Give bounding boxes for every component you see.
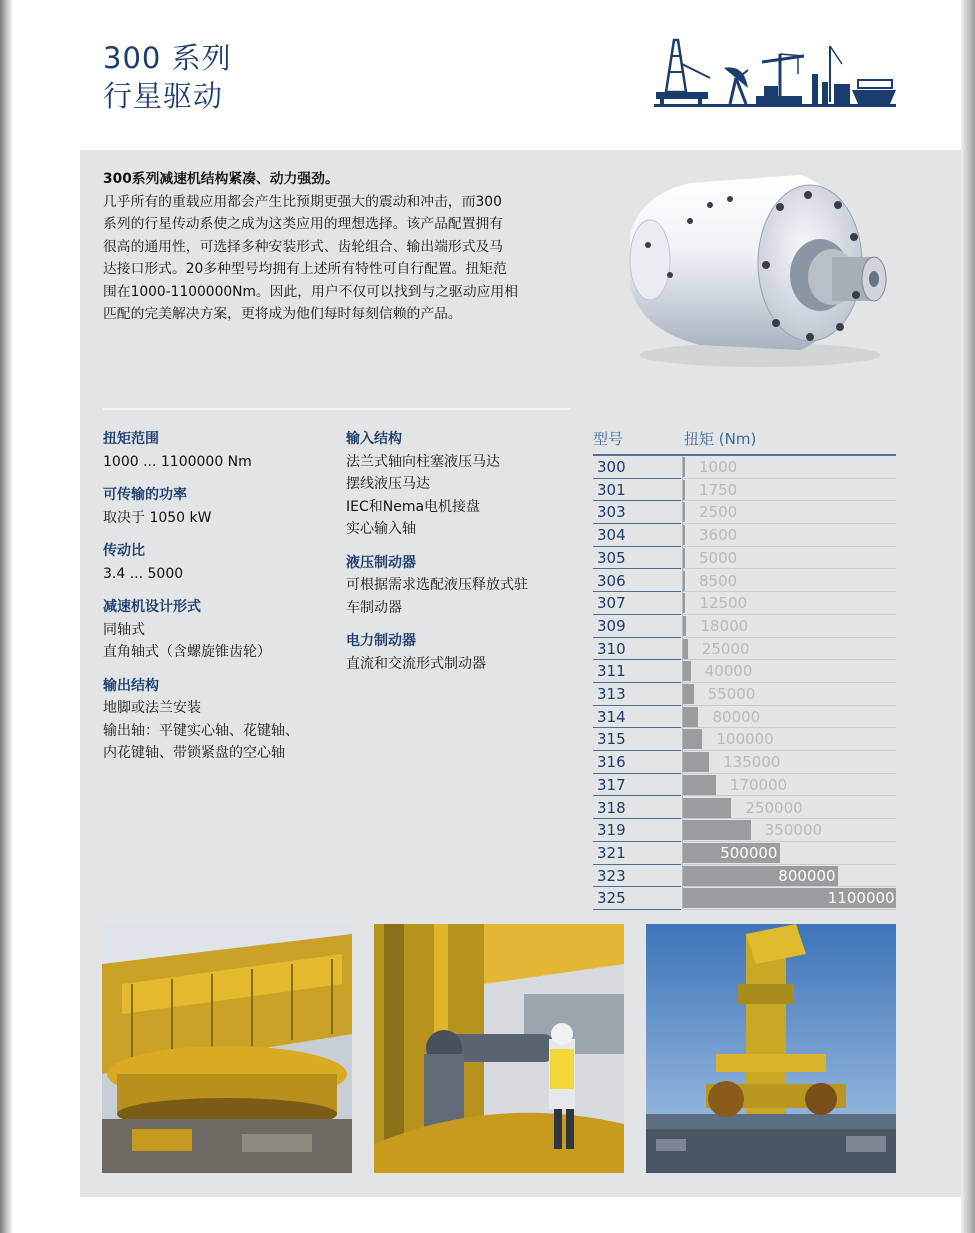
torque-value-label: 3600 <box>699 526 738 545</box>
torque-value-label: 18000 <box>700 616 749 635</box>
spec-heading-power: 可传输的功率 <box>103 487 187 503</box>
torque-bar <box>683 729 702 749</box>
model-label: 300 <box>597 458 626 476</box>
model-label: 306 <box>597 571 626 590</box>
torque-bar <box>683 820 751 840</box>
torque-bar <box>683 593 685 613</box>
table-row <box>593 683 896 706</box>
section-divider <box>103 408 571 410</box>
torque-value-label: 2500 <box>699 503 738 522</box>
torque-value-label: 135000 <box>723 753 781 772</box>
torque-bar <box>683 639 688 659</box>
spec-heading-output: 输出结构 <box>103 677 159 694</box>
spec-value: 3.4 ... 5000 <box>103 565 184 582</box>
torque-value-label: 800000 <box>778 866 836 885</box>
model-label: 319 <box>597 821 626 840</box>
photo-technician-drive <box>374 924 624 1173</box>
table-row <box>593 479 896 502</box>
spec-value: 法兰式轴向柱塞液压马达 <box>346 453 500 470</box>
table-row <box>593 615 896 638</box>
spec-value: 取决于 1050 kW <box>103 509 212 526</box>
torque-value-label: 1000 <box>699 458 738 476</box>
table-row <box>593 501 896 524</box>
torque-value-label: 5000 <box>699 548 738 567</box>
table-row <box>593 819 896 842</box>
torque-bar <box>683 571 685 591</box>
spec-heading-design: 减速机设计形式 <box>103 599 201 615</box>
torque-bar <box>683 502 685 522</box>
torque-value-label: 1750 <box>699 480 738 499</box>
model-label: 314 <box>597 707 626 726</box>
intro-line: 系列的行星传动系使之成为这类应用的理想选择。该产品配置拥有 <box>103 216 504 232</box>
table-row <box>593 865 896 888</box>
model-label: 311 <box>597 662 626 681</box>
specs-left-column <box>103 428 333 765</box>
torque-value-label: 40000 <box>704 662 753 681</box>
torque-bar <box>683 775 716 795</box>
photo-offshore-crane <box>646 924 896 1173</box>
torque-value-label: 80000 <box>712 707 761 726</box>
model-label: 318 <box>597 798 626 817</box>
page-title: 300 系列 <box>103 41 232 75</box>
page-edge-right <box>961 0 975 1233</box>
photo-stacker-reclaimer <box>102 924 352 1173</box>
model-label: 316 <box>597 753 626 772</box>
torque-bar <box>683 707 698 727</box>
model-label: 317 <box>597 775 626 794</box>
spec-value: 车制动器 <box>346 599 402 616</box>
torque-bar <box>683 616 686 636</box>
torque-value-label: 100000 <box>716 730 774 749</box>
spec-value: IEC和Nema电机接盘 <box>346 498 481 515</box>
intro-line: 很高的通用性，可选择多种安装形式、齿轮组合、输出端形式及马 <box>103 238 504 255</box>
model-label: 323 <box>597 866 626 885</box>
torque-value-label: 12500 <box>699 594 748 613</box>
model-label: 305 <box>597 548 626 567</box>
torque-value-label: 250000 <box>745 798 803 817</box>
model-label: 313 <box>597 685 626 703</box>
spec-value: 直角轴式（含螺旋锥齿轮） <box>103 644 271 660</box>
row-rule <box>683 909 896 910</box>
model-label: 307 <box>597 594 626 613</box>
table-row <box>593 774 896 797</box>
table-row <box>593 570 896 593</box>
intro-paragraph <box>103 168 573 326</box>
torque-bar <box>683 480 685 500</box>
spec-heading-electric-brake: 电力制动器 <box>346 633 416 649</box>
torque-value-label: 350000 <box>764 821 823 840</box>
table-row <box>593 524 896 547</box>
torque-bar <box>683 661 691 681</box>
table-row <box>593 547 896 570</box>
torque-bar <box>683 525 685 545</box>
table-row <box>593 660 896 683</box>
spec-heading-ratio: 传动比 <box>103 543 145 559</box>
intro-line: 围在1000-1100000Nm。因此，用户不仅可以找到与之驱动应用相 <box>103 283 519 300</box>
spec-heading-torque: 扭矩范围 <box>103 431 159 447</box>
spec-value: 同轴式 <box>103 621 145 638</box>
row-rule <box>593 909 681 910</box>
table-row <box>593 592 896 615</box>
spec-heading-hydraulic-brake: 液压制动器 <box>346 554 416 571</box>
model-label: 304 <box>597 526 626 545</box>
spec-value: 1000 ... 1100000 Nm <box>103 453 252 470</box>
spec-value: 摆线液压马达 <box>346 476 430 492</box>
torque-value-label: 55000 <box>707 685 756 703</box>
torque-bar <box>683 457 685 477</box>
spec-heading-input: 输入结构 <box>346 431 402 447</box>
torque-value-label: 25000 <box>701 639 750 658</box>
torque-value-label: 170000 <box>729 775 788 794</box>
table-row <box>593 751 896 774</box>
table-row <box>593 797 896 820</box>
intro-line: 几乎所有的重载应用都会产生比预期更强大的震动和冲击，而300 <box>103 193 502 210</box>
torque-bar <box>683 752 709 772</box>
table-row <box>593 638 896 661</box>
table-row <box>593 456 896 479</box>
spec-value: 输出轴：平键实心轴、花键轴、 <box>103 722 299 739</box>
page-subtitle: 行星驱动 <box>103 79 224 113</box>
torque-bar <box>683 548 685 568</box>
industry-applications-icon <box>652 34 898 114</box>
model-label: 310 <box>597 639 626 658</box>
model-label: 303 <box>597 503 626 522</box>
table-row <box>593 842 896 865</box>
page-edge-left <box>0 0 12 1233</box>
table-header-torque: 扭矩 (Nm) <box>684 430 757 448</box>
intro-lead: 300系列减速机结构紧凑、动力强劲。 <box>103 171 339 187</box>
model-label: 309 <box>597 616 626 635</box>
spec-value: 地脚或法兰安装 <box>103 700 201 716</box>
table-row <box>593 887 896 910</box>
model-label: 325 <box>597 889 626 908</box>
spec-value: 内花键轴、带锁紧盘的空心轴 <box>103 745 285 761</box>
intro-line: 匹配的完美解决方案，更将成为他们每时每刻信赖的产品。 <box>103 306 462 322</box>
intro-line: 达接口形式。20多种型号均拥有上述所有特性可自行配置。扭矩范 <box>103 261 507 277</box>
table-row <box>593 706 896 729</box>
torque-value-label: 1100000 <box>827 889 895 908</box>
specs-right-column <box>346 428 576 675</box>
spec-value: 可根据需求选配液压释放式驻 <box>346 577 528 593</box>
spec-value: 实心输入轴 <box>346 521 416 537</box>
torque-bar <box>683 798 731 818</box>
model-label: 321 <box>597 843 626 862</box>
model-label: 315 <box>597 730 626 749</box>
table-row <box>593 728 896 751</box>
table-header-model: 型号 <box>593 430 624 448</box>
planetary-gearbox-product-image <box>610 165 900 375</box>
torque-value-label: 500000 <box>720 843 778 862</box>
spec-value: 直流和交流形式制动器 <box>346 655 486 672</box>
torque-bar <box>683 684 694 704</box>
model-label: 301 <box>597 480 626 499</box>
torque-value-label: 8500 <box>699 571 738 590</box>
